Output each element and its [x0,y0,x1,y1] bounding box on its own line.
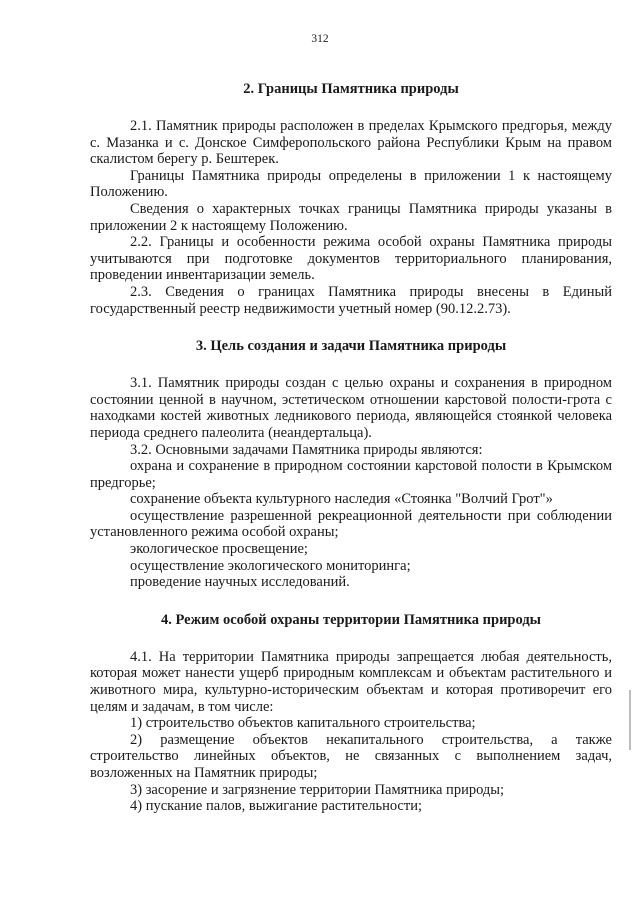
paragraph: проведение научных исследований. [130,574,350,591]
document-body [90,80,612,815]
paragraph: Сведения о характерных точках границы Памятника природы указаны в приложении 2 к настоящему Положению. [90,200,612,234]
paragraph: осуществление разрешенной рекреационной деятельности при соблюдении установленного режима особой охраны; [90,507,612,541]
paragraph: осуществление экологического мониторинга; [130,557,411,574]
paragraph: 4) пускание палов, выжигание растительности; [130,798,422,815]
section-heading-purpose: 3. Цель создания и задачи Памятника природы [195,338,507,355]
paragraph: Границы Памятника природы определены в приложении 1 к настоящему Положению. [90,167,612,201]
paragraph: 2.1. Памятник природы расположен в пределах Крымского предгорья, между с. Мазанка и с. Донское Симферопольского района Республики Крым на правом скалистом берегу р. Бештерек. [90,118,612,168]
paragraph: охрана и сохранение в природном состоянии карстовой полости в Крымском предгорье; [90,458,612,491]
scan-edge-mark [629,690,631,750]
paragraph: 2.2. Границы и особенности режима особой охраны Памятника природы учитываются при подготовке документов территориального планирования, проведении инвентаризации земель. [90,234,612,284]
page-number: 312 [311,33,329,45]
paragraph: 3.1. Памятник природы создан с целью охраны и сохранения в природном состоянии ценной в научном, эстетическом отношении карстовой полости-грота с находками костей животных ледникового периода, являющейся стоянкой человека периода среднего палеолита (неандертальца). [90,375,612,441]
paragraph: экологическое просвещение; [130,541,308,558]
paragraph: 3) засорение и загрязнение территории Памятника природы; [130,781,505,798]
section-heading-boundaries: 2. Границы Памятника природы [243,81,459,97]
paragraph: 2) размещение объектов некапитального строительства, а также строительство линейных объектов, не связанных с выполнением задач, возложенных на Памятник природы; [90,731,612,781]
paragraph: 1) строительство объектов капитального строительства; [130,715,476,732]
paragraph: 3.2. Основными задачами Памятника природы являются: [130,441,483,458]
section-heading-regime: 4. Режим особой охраны территории Памятника природы [161,611,541,628]
paragraph: сохранение объекта культурного наследия «Стоянка "Волчий Грот"» [130,491,553,508]
paragraph: 4.1. На территории Памятника природы запрещается любая деятельность, которая может нанести ущерб природным комплексам и объектам растительного и животного мира, культурно-историческим объектам и которая противоречит его целям и задачам, в том числе: [90,648,612,715]
paragraph: 2.3. Сведения о границах Памятника природы внесены в Единый государственный реестр недвижимости учетный номер (90.12.2.73). [90,283,612,317]
